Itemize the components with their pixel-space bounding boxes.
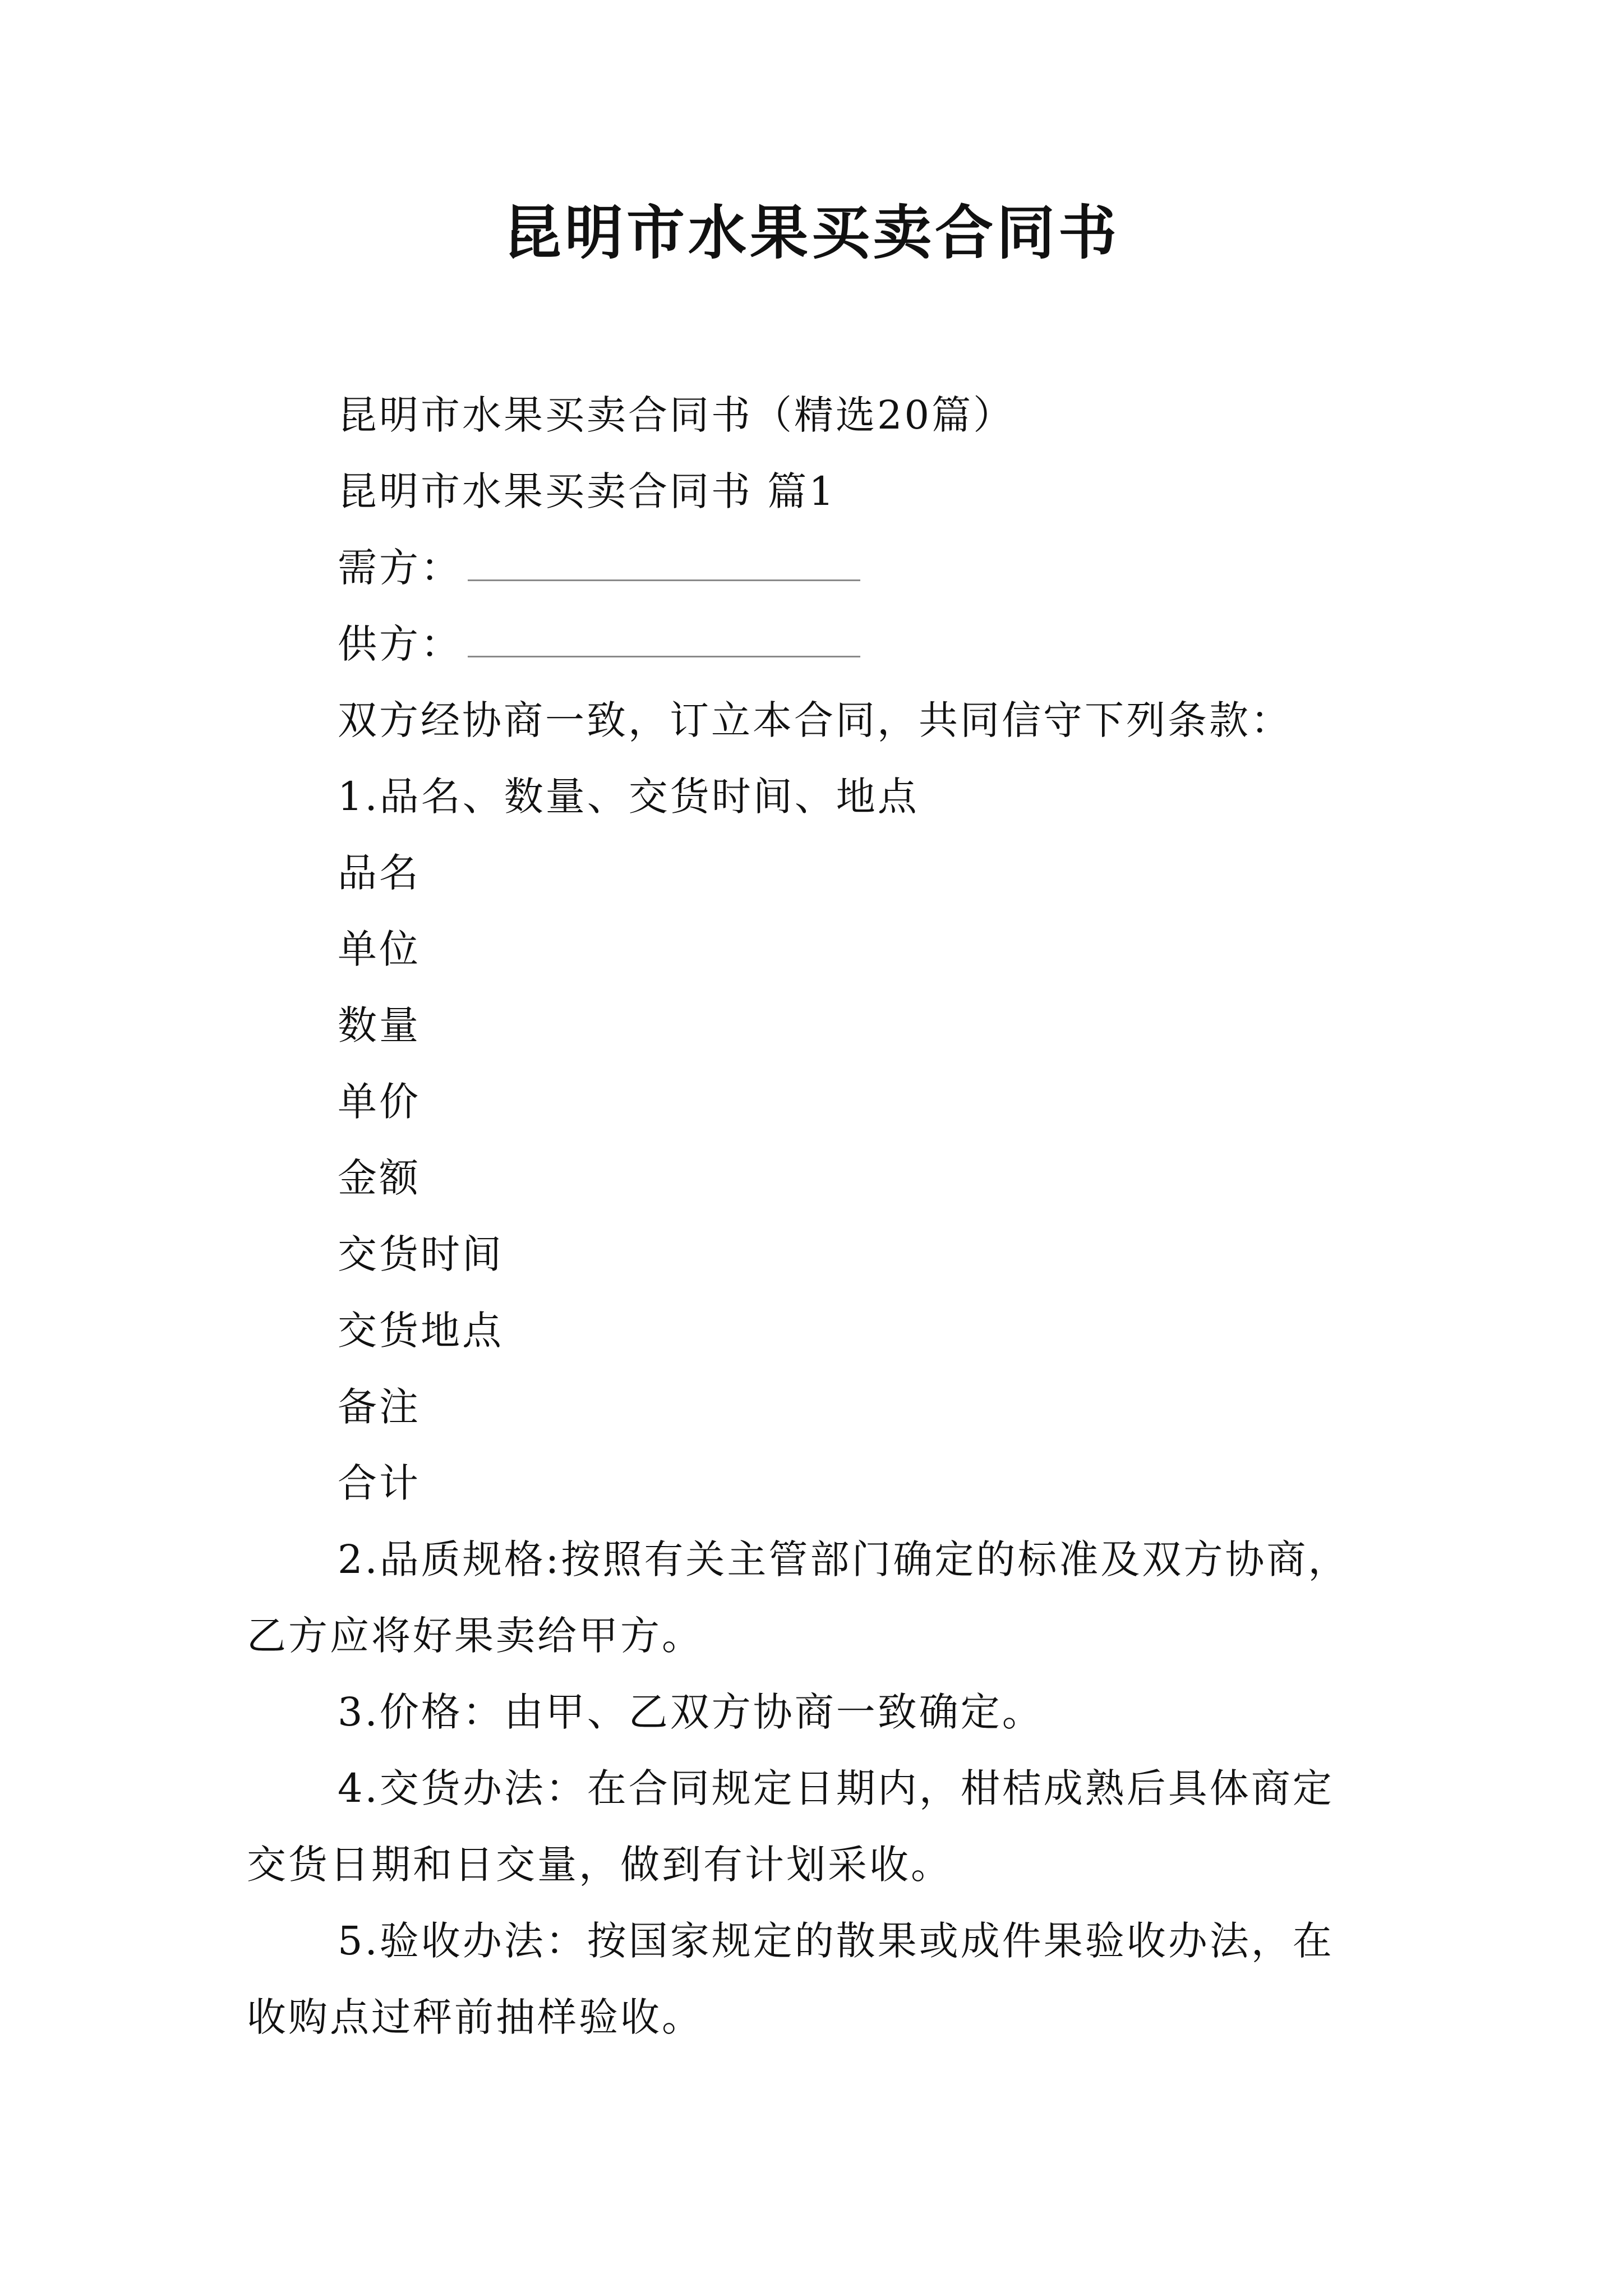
field-remarks: 备注 <box>338 1384 421 1430</box>
buyer-label: 需方： <box>338 545 462 591</box>
document-title: 昆明市水果买卖合同书 <box>502 198 1120 267</box>
clause-4-line-1: 4.交货办法：在合同规定日期内，柑桔成熟后具体商定 <box>338 1765 1334 1811</box>
supplier-label: 供方： <box>338 621 462 667</box>
buyer-row <box>338 540 860 596</box>
field-amount: 金额 <box>338 1155 421 1201</box>
supplier-row <box>338 616 860 672</box>
clause-3: 3.价格：由甲、乙双方协商一致确定。 <box>338 1689 1044 1735</box>
subtitle: 昆明市水果买卖合同书（精选20篇） <box>338 392 1015 438</box>
intro-paragraph: 双方经协商一致，订立本合同，共同信守下列条款： <box>338 697 1292 743</box>
field-delivery-time: 交货时间 <box>338 1231 504 1277</box>
clause-5-line-1: 5.验收办法：按国家规定的散果或成件果验收办法，在 <box>338 1918 1334 1964</box>
clause-2-line-2: 乙方应将好果卖给甲方。 <box>247 1613 703 1659</box>
field-unit-price: 单价 <box>338 1079 421 1125</box>
field-quantity: 数量 <box>338 1002 421 1048</box>
clause-2-line-1: 2.品质规格:按照有关主管部门确定的标准及双方协商， <box>338 1536 1350 1582</box>
field-total: 合计 <box>338 1460 421 1506</box>
field-unit: 单位 <box>338 926 421 972</box>
clause-4-line-2: 交货日期和日交量，做到有计划采收。 <box>247 1842 952 1888</box>
field-delivery-location: 交货地点 <box>338 1308 504 1354</box>
section-heading: 昆明市水果买卖合同书 篇1 <box>338 468 836 514</box>
clause-5-line-2: 收购点过秤前抽样验收。 <box>247 1994 703 2040</box>
clause-1-heading: 1.品名、数量、交货时间、地点 <box>338 774 919 820</box>
buyer-blank-line <box>468 540 860 581</box>
supplier-blank-line <box>468 616 860 657</box>
field-item-name: 品名 <box>338 850 421 896</box>
